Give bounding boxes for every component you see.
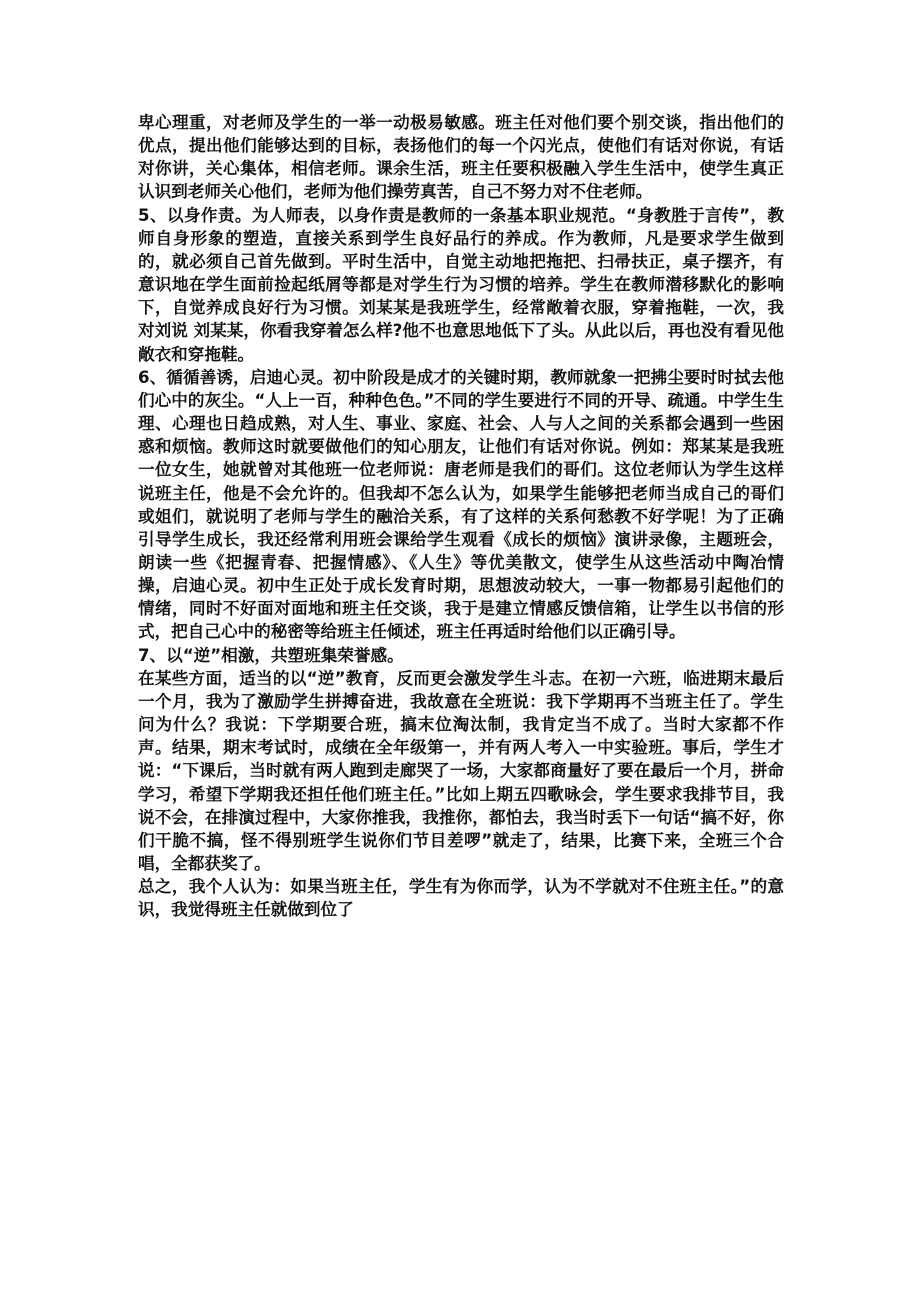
paragraph-conclusion: 总之，我个人认为：如果当班主任，学生有为你而学，认为不学就对不住班主任。”的意识，我觉得班主任就做到位了 [138,877,784,920]
paragraph-section-6: 6、循循善诱，启迪心灵。初中阶段是成才的关键时期，教师就象一把拂尘要时时拭去他们心中的灰尘。“人上一百，种种色色。”不同的学生要进行不同的开导、疏通。中学生生理、心理也日趋成熟，对人生、事业、家庭、社会、人与人之间的关系都会遇到一些困惑和烦恼。教师这时就要做他们的知心朋友，让他们有话对你说。例如：郑某某是我班一位女生，她就曾对其他班一位老师说：唐老师是我们的哥们。这位老师认为学生这样说班主任，他是不会允许的。但我却不怎么认为，如果学生能够把老师当成自己的哥们或姐们，就说明了老师与学生的融洽关系，有了这样的关系何愁教不好学呢！为了正确引导学生成长，我还经常利用班会课给学生观看《成长的烦恼》演讲录像，主题班会，朗读一些《把握青春、把握情感》、《人生》等优美散文，使学生从这些活动中陶冶情操，启迪心灵。初中生正处于成长发育时期，思想波动较大，一事一物都易引起他们的情绪，同时不好面对面地和班主任交谈，我于是建立情感反馈信箱，让学生以书信的形式，把自己心中的秘密等给班主任倾述，班主任再适时给他们以正确引导。 [138,367,784,642]
heading-section-7: 7、以“逆”相激，共塑班集荣誉感。 [138,645,404,665]
paragraph-section-7: 在某些方面，适当的以“逆”教育，反而更会激发学生斗志。在初一六班，临进期末最后一个月，我为了激励学生拼搏奋进，我故意在全班说：我下学期再不当班主任了。学生问为什么？我说：下学期要合班，搞末位淘汰制，我肯定当不成了。当时大家都不作声。结果，期末考试时，成绩在全年级第一，并有两人考入一中实验班。事后，学生才说：“下课后，当时就有两人跑到走廊哭了一场，大家都商量好了要在最后一个月，拼命学习，希望下学期我还担任他们班主任。”比如上期五四歌咏会，学生要求我排节目，我说不会，在排演过程中，大家你推我，我推你，都怕去，我当时丢下一句话“搞不好，你们干脆不搞，怪不得别班学生说你们节目差啰”就走了，结果，比赛下来，全班三个合唱，全都获奖了。 [138,668,784,873]
paragraph-section-5: 5、以身作责。为人师表，以身作责是教师的一条基本职业规范。“身教胜于言传”，教师自身形象的塑造，直接关系到学生良好品行的养成。作为教师，凡是要求学生做到的，就必须自己首先做到。平时生活中，自觉主动地把拖把、扫帚扶正，桌子摆齐，有意识地在学生面前捡起纸屑等都是对学生行为习惯的培养。学生在教师潜移默化的影响下，自觉养成良好行为习惯。刘某某是我班学生，经常敞着衣服，穿着拖鞋，一次，我对刘说 刘某某，你看我穿着怎么样?他不也意思地低下了头。从此以后，再也没有看见他敞衣和穿拖鞋。 [138,205,784,364]
paragraph-continuation: 卑心理重，对老师及学生的一举一动极易敏感。班主任对他们要个别交谈，指出他们的优点，提出他们能够达到的目标，表扬他们的每一个闪光点，使他们有话对你说，有话对你讲，关心集体，相信老师。课余生活，班主任要积极融入学生生活中，使学生真正认识到老师关心他们，老师为他们操劳真苦，自己不努力对不住老师。 [138,113,784,202]
document-body [138,111,784,921]
